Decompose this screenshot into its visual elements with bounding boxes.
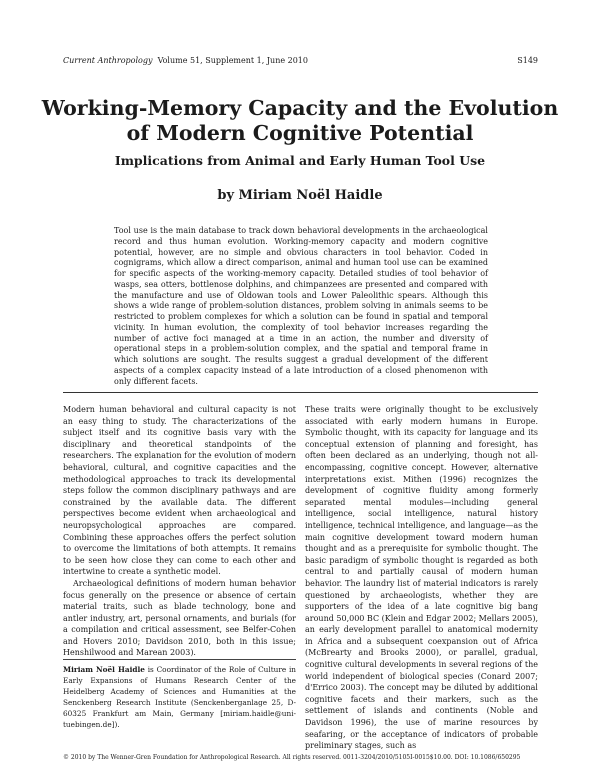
article-subtitle: Implications from Animal and Early Human Tool Use [114, 153, 486, 168]
author-note [63, 664, 296, 730]
journal-citation [63, 55, 308, 67]
author-byline: by Miriam Noël Haidle [217, 188, 383, 203]
body-paragraph: Modern human behavioral and cultural capacity is not an easy thing to study. The characterizations of the subject itself and its cognitive basis vary with the disciplinary and theoretical standpoints of the researchers. The explanation for the evolution of modern behavioral, cultural, and cognitive capacities and the methodological approaches to track its developmental steps follow the common disciplinary pathways and are constrained by the available data. The different perspectives become evident when archaeological and neuropsychological approaches are compared. Combining these approaches offers the perfect solution to overcome the limitations of both attempts. It remains to be seen how close they can come to each other and intertwine to create a synthetic model. [63, 405, 296, 577]
author-note-name: Miriam Noël Haidle [63, 665, 145, 674]
section-divider [63, 392, 538, 393]
copyright-footer: © 2010 by The Wenner-Gren Foundation for Anthropological Research. All rights reserved. 0011-3204/2010/5105I-0015$10.00. DOI: 10.1086/650295 [63, 754, 521, 761]
body-paragraph: These traits were originally thought to be exclusively associated with early modern humans in Europe. Symbolic thought, with its capacity for language and its conceptual extension of planning and foresight, has often been declared as an underlying, though not all-encompassing, cognitive concept. However, alternative interpretations exist. Mithen (1996) recognizes the development of cognitive fluidity among formerly separated mental modules—including general intelligence, social intelligence, natural history intelligence, technical intelligence, and language—as the main cognitive development toward modern human thought and as a prerequisite for symbolic thought. The basic paradigm of symbolic thought is regarded as both central to and partially causal of modern human behavior. The laundry list of material indicators is rarely questioned by archaeologists, whether they are supporters of the idea of a late cognitive big bang around 50,000 BC (Klein and Edgar 2002; Mellars 2005), an early development parallel to anatomical modernity in Africa and a subsequent coexpansion out of Africa (McBrearty and Brooks 2000), or parallel, gradual, cognitive cultural developments in several regions of the world independent of biological species (Conard 2007; d'Errico 2003). The concept may be diluted by additional cognitive facets and their markers, such as the settlement of islands and continents (Noble and Davidson 1996), the use of marine resources by seafaring, or the acceptance of indicators of probable preliminary stages, such as [305, 405, 538, 751]
body-paragraph: Archaeological definitions of modern human behavior focus generally on the presence or absence of certain material traits, such as blade technology, bone and antler industry, art, personal ornaments, and burials (for a compilation and critical assessment, see Belfer-Cohen and Hovers 2010; Davidson 2010, both in this issue; Henshilwood and Marean 2003). [63, 578, 296, 658]
volume-info: Volume 51, Supplement 1, June 2010 [157, 56, 308, 65]
page-number: S149 [517, 56, 538, 65]
article-title: Working-Memory Capacity and the Evolution of Modern Cognitive Potential [41, 96, 559, 145]
running-head [63, 55, 538, 67]
footnote-divider [63, 659, 296, 660]
body-column-right [305, 404, 538, 752]
journal-name: Current Anthropology [63, 56, 153, 65]
author-note-text: is Coordinator of the Role of Culture in Early Expansions of Humans Research Center of the Heidelberg Academy of Sciences and Humanities at the Senckenberg Research Institute (Senckenberganlage 25, D-60325 Frankfurt am Main, Germany [miriam.haidle@uni-tuebingen.de]). [63, 665, 297, 729]
abstract: Tool use is the main database to track down behavioral developments in the archaeological record and thus human evolution. Working-memory capacity and modern cognitive potential, however, are no simple and obvious characters in tool behavior. Coded in cognigrams, which allow a direct comparison, animal and human tool use can be examined for specific aspects of the working-memory capacity. Detailed studies of tool behavior of wasps, sea otters, bottlenose dolphins, and chimpanzees are presented and compared with the manufacture and use of Oldowan tools and Lower Paleolithic spears. Although this shows a wide range of problem-solution distances, problem solving in animals seems to be restricted to problem complexes for which a solution can be found in spatial and temporal vicinity. In human evolution, the complexity of tool behavior increases regarding the number of active foci managed at a time in an action, the number and diversity of operational steps in a problem-solution complex, and the spatial and temporal frame in which solutions are sought. The results suggest a gradual development of the different aspects of a complex capacity instead of a late introduction of a closed phenomenon with only different facets. [114, 226, 488, 386]
